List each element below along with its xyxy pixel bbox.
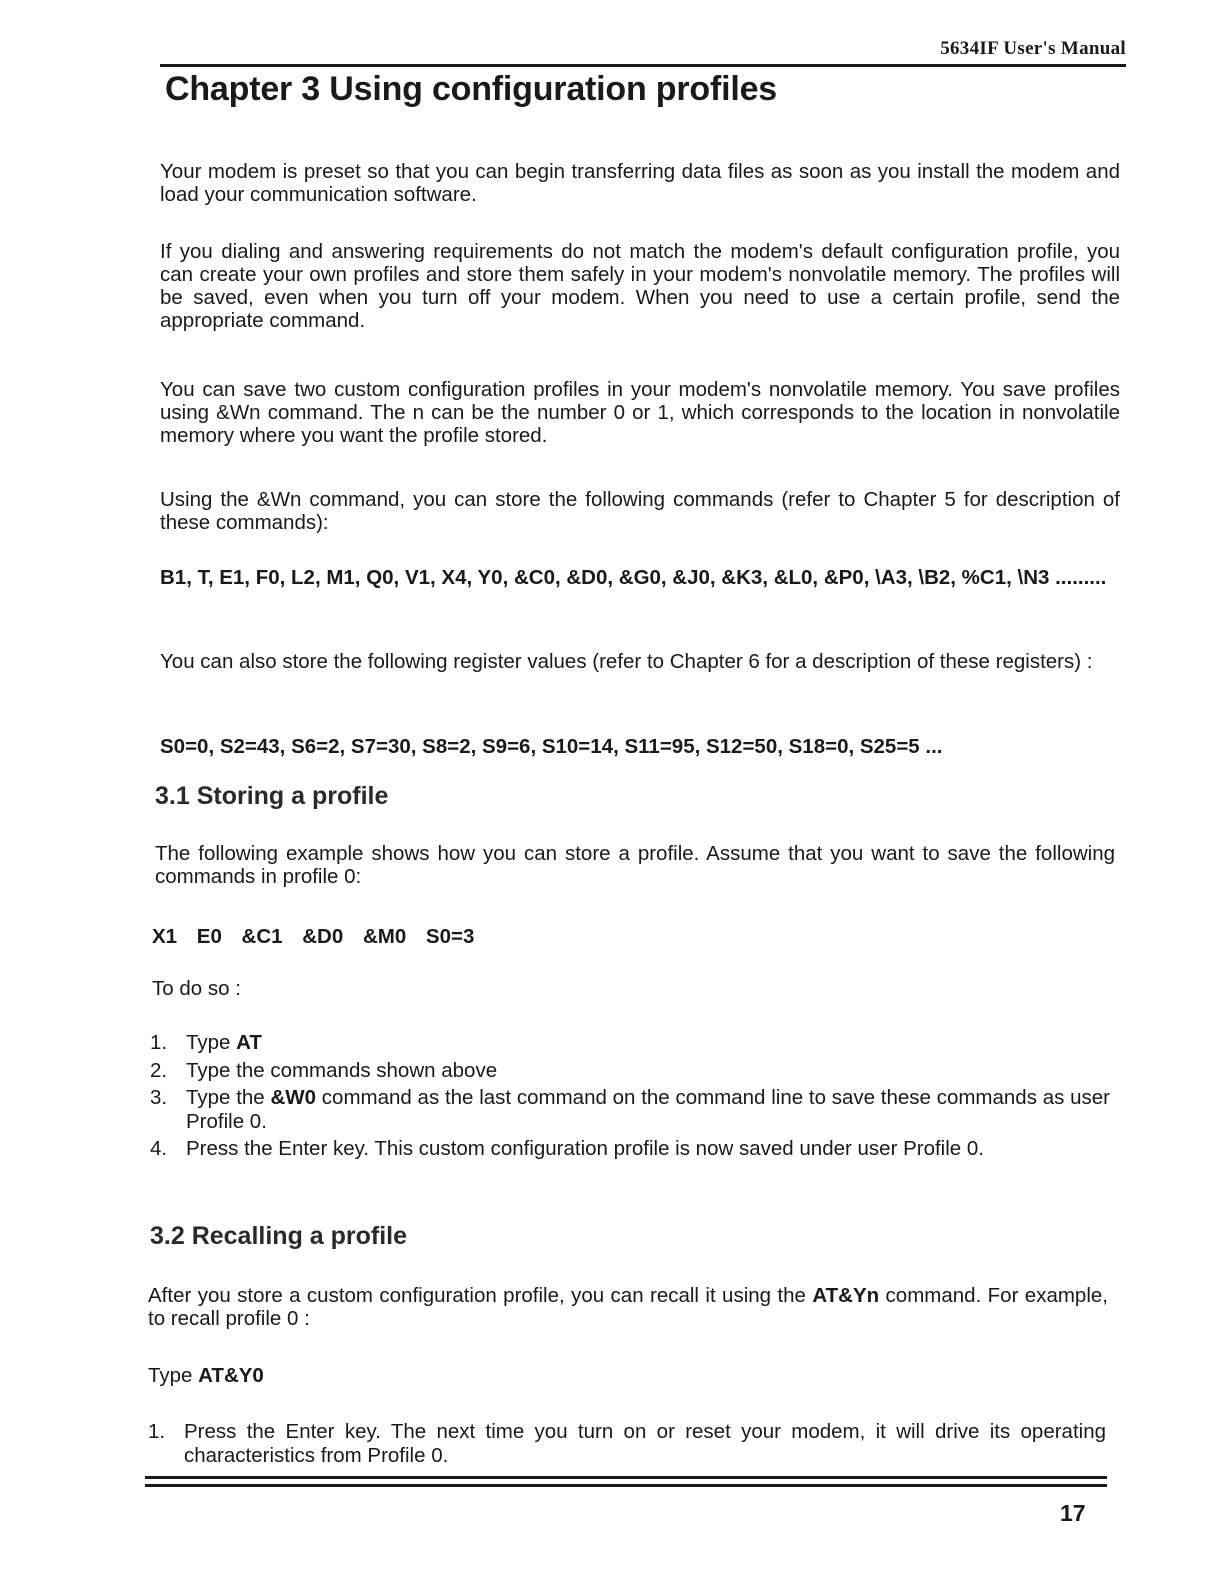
footer-rule [145,1484,1107,1487]
to-do-so-label: To do so : [152,977,241,1000]
list-item: 4. Press the Enter key. This custom configuration profile is now saved under user Profile 0. [150,1137,984,1160]
section-heading-recalling: 3.2 Recalling a profile [150,1222,408,1250]
storing-paragraph: The following example shows how you can store a profile. Assume that you want to save the following commands in profile 0: [155,842,1115,888]
list-item: 3. Type the &W0 command as the last command on the command line to save these commands as user Profile 0. [150,1086,1110,1133]
footer-rule [145,1476,1107,1479]
chapter-title: Chapter 3 Using configuration profiles [165,70,778,108]
section-heading-storing: 3.1 Storing a profile [155,782,389,810]
example-commands: X1 E0 &C1 &D0 &M0 S0=3 [152,925,475,948]
storable-commands-list: B1, T, E1, F0, L2, M1, Q0, V1, X4, Y0, &C0, &D0, &G0, &J0, &K3, &L0, &P0, \A3, \B2, %C1, \N3 ......... [160,566,1107,589]
intro-paragraph-4: Using the &Wn command, you can store the following commands (refer to Chapter 5 for description of these commands): [160,488,1120,534]
list-item: 1. Press the Enter key. The next time you turn on or reset your modem, it will drive its operating characteristics from Profile 0. [148,1420,1106,1467]
recalling-paragraph: After you store a custom configuration profile, you can recall it using the AT&Yn command. For example, to recall profile 0 : [148,1284,1108,1330]
intro-paragraph-3: You can save two custom configuration profiles in your modem's nonvolatile memory. You save profiles using &Wn command. The n can be the number 0 or 1, which corresponds to the location in nonvolatile memory where you want the profile stored. [160,378,1120,447]
type-at-y0-line: Type AT&Y0 [148,1364,264,1387]
header-rule [160,64,1126,67]
intro-paragraph-2: If you dialing and answering requirements do not match the modem's default configuration profile, you can create your own profiles and store them safely in your modem's nonvolatile memory. The profiles will be saved, even when you turn off your modem. When you need to use a certain profile, send the appropriate command. [160,240,1120,332]
recalling-steps-list [148,1420,1106,1471]
list-item: 2. Type the commands shown above [150,1058,498,1082]
list-item: 1. Type AT [150,1031,262,1054]
intro-paragraph-1: Your modem is preset so that you can begin transferring data files as soon as you install the modem and load your communication software. [160,160,1120,206]
storing-steps-list [150,1031,1110,1165]
intro-paragraph-5: You can also store the following register values (refer to Chapter 6 for a description of these registers) : [160,650,1093,673]
storable-registers-list: S0=0, S2=43, S6=2, S7=30, S8=2, S9=6, S10=14, S11=95, S12=50, S18=0, S25=5 ... [160,735,943,758]
page-number: 17 [1060,1500,1086,1526]
running-header: 5634IF User's Manual [940,38,1126,59]
